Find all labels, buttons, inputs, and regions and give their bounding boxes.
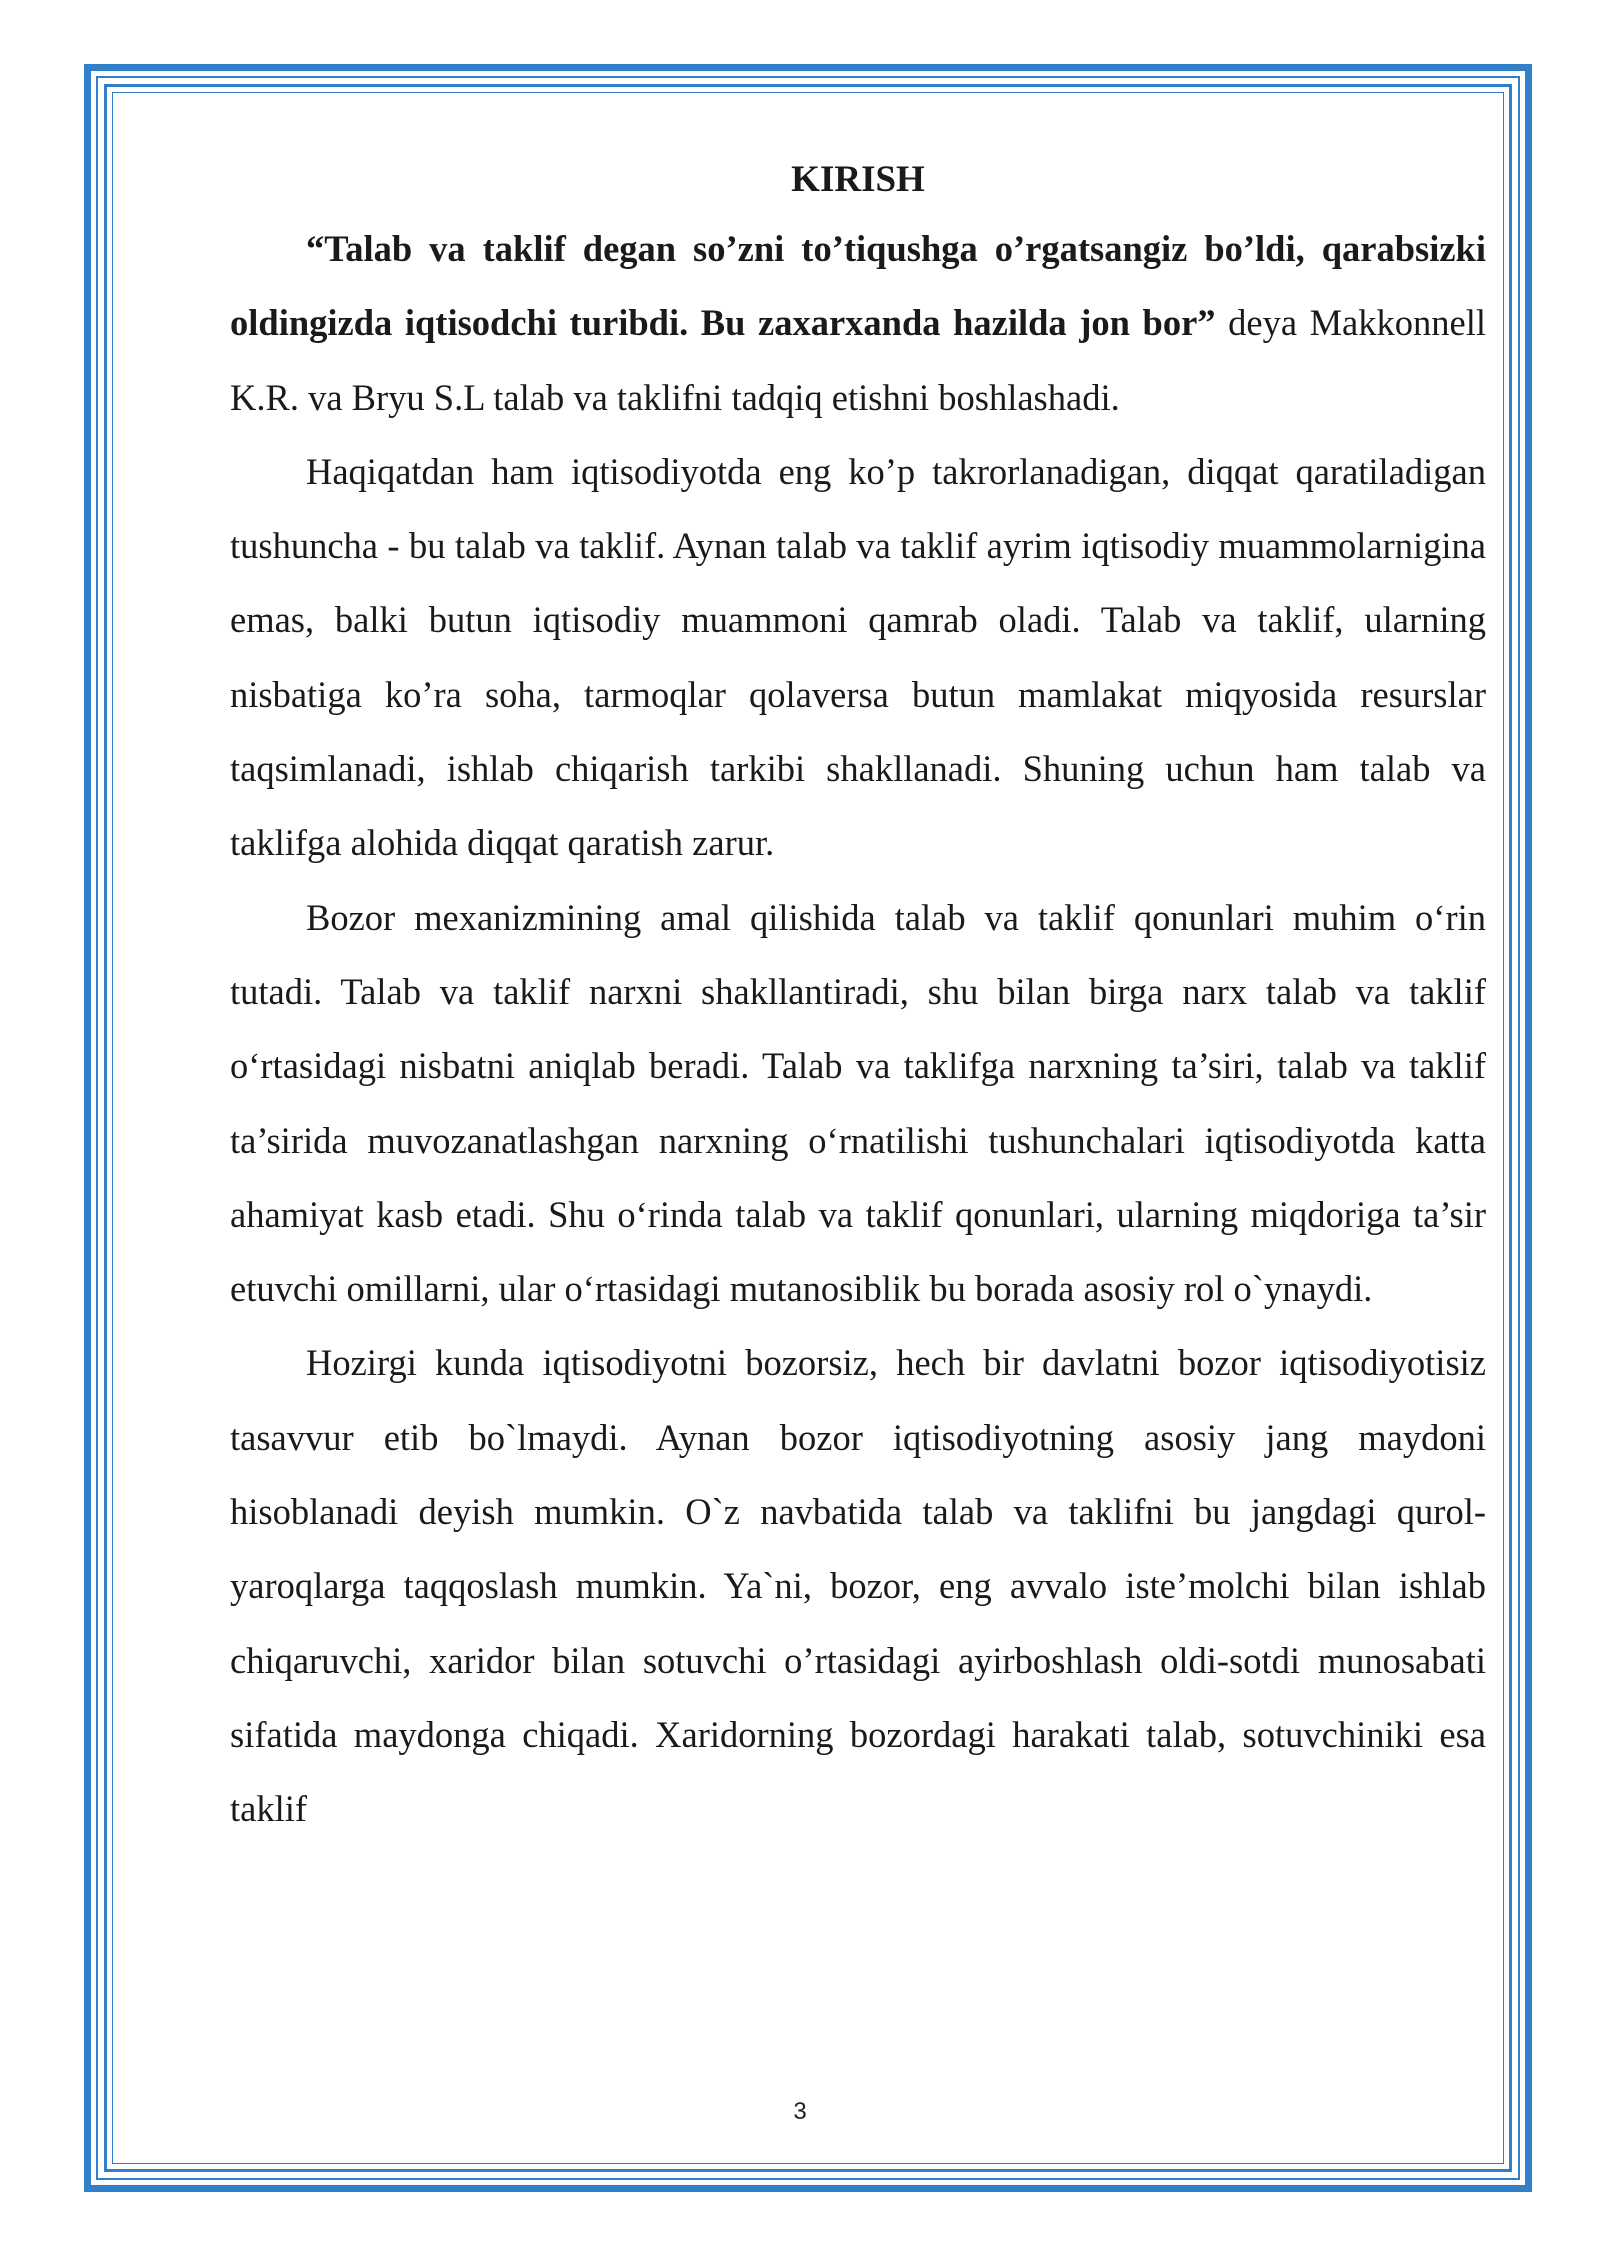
paragraph-4: Hozirgi kunda iqtisodiyotni bozorsiz, hech bir davlatni bozor iqtisodiyotisiz tasavvur etib bo`lmaydi. Aynan bozor iqtisodiyotning asosiy jang maydoni hisoblanadi deyish mumkin. O`z navbatida talab va taklifni bu jangdagi qurol-yaroqlarga taqqoslash mumkin. Ya`ni, bozor, eng avvalo iste’molchi bilan ishlab chiqaruvchi, xaridor bilan sotuvchi o’rtasidagi ayirboshlash oldi-sotdi munosabati sifatida maydonga chiqadi. Xaridorning bozordagi harakati talab, sotuvchiniki esa taklif: [230, 1342, 1486, 1830]
paragraph-intro-quote: [230, 212, 1486, 435]
paragraph-2: Haqiqatdan ham iqtisodiyotda eng ko’p takrorlanadigan, diqqat qaratiladigan tushuncha - bu talab va taklif. Aynan talab va taklif ayrim iqtisodiy muammolarnigina emas, balki butun iqtisodiy muammoni qamrab oladi. Talab va taklif, ularning nisbatiga ko’ra soha, tarmoqlar qolaversa butun mamlakat miqyosida resurslar taqsimlanadi, ishlab chiqarish tarkibi shakllanadi. Shuning uchun ham talab va taklifga alohida diqqat qaratish zarur.: [230, 450, 1486, 864]
document-body: [230, 150, 1486, 1847]
paragraph-intro-rest: deya Makkonnell K.R. va Bryu S.L talab va taklifni tadqiq etishni boshlashadi.: [230, 302, 1486, 418]
section-heading: KIRISH: [791, 159, 925, 200]
page-number: 3: [793, 2098, 807, 2125]
epigraph-quote: “Talab va taklif degan so’zni to’tiqushga o’rgatsangiz bo’ldi, qarabsizki oldingizda iqtisodchi turibdi. Bu zaxarxanda hazilda jon bor”: [230, 228, 1486, 344]
paragraph-3: Bozor mexanizmining amal qilishida talab va taklif qonunlari muhim o‘rin tutadi. Talab va taklif narxni shakllantiradi, shu bilan birga narx talab va taklif o‘rtasidagi nisbatni aniqlab beradi. Talab va taklifga narxning ta’siri, talab va taklif ta’sirida muvozanatlashgan narxning o‘rnatilishi tushunchalari iqtisodiyotda katta ahamiyat kasb etadi. Shu o‘rinda talab va taklif qonunlari, ularning miqdoriga ta’sir etuvchi omillarni, ular o‘rtasidagi mutanosiblik bu borada asosiy rol o`ynaydi.: [230, 896, 1486, 1310]
